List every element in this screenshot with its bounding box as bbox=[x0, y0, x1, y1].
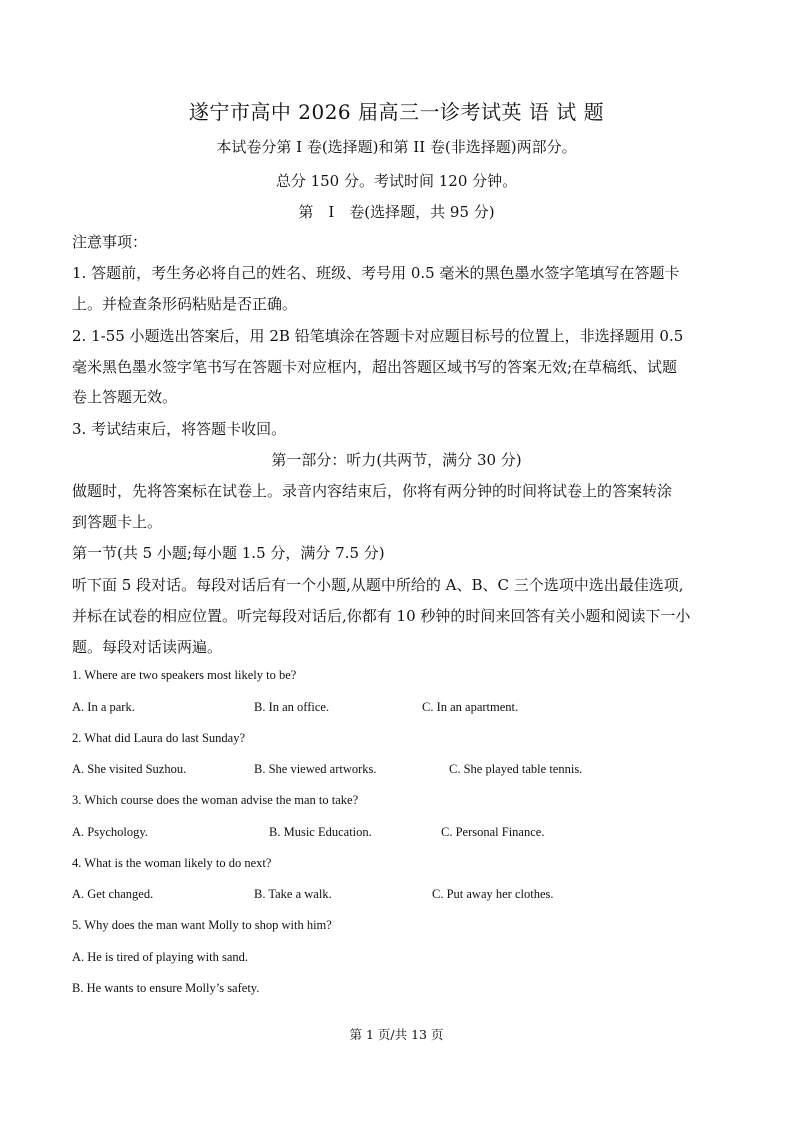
exam-title: 遂宁市高中 2026 届高三一诊考试英 语 试 题 bbox=[188, 100, 605, 124]
question-5-option-b: B. He wants to ensure Molly’s safety. bbox=[72, 981, 260, 995]
question-1-stem: 1. Where are two speakers most likely to be? bbox=[72, 668, 297, 682]
note-2-line-2: 毫米黑色墨水签字笔书写在答题卡对应框内，超出答题区域书写的答案无效;在草稿纸、试题 bbox=[72, 358, 678, 376]
question-4-option-c: C. Put away her clothes. bbox=[432, 887, 554, 901]
question-3-option-a: A. Psychology. bbox=[72, 825, 148, 839]
note-1-line-2: 上。并检查条形码粘贴是否正确。 bbox=[72, 295, 298, 313]
exam-intro-structure: 本试卷分第 I 卷(选择题)和第 II 卷(非选择题)两部分。 bbox=[216, 138, 577, 156]
question-5-stem: 5. Why does the man want Molly to shop with him? bbox=[72, 918, 332, 932]
question-1-option-b: B. In an office. bbox=[254, 700, 330, 714]
part-one-instruction-line-2: 到答题卡上。 bbox=[72, 513, 163, 531]
section-one-instruction-line-2: 并标在试卷的相应位置。听完每段对话后,你都有 10 秒钟的时间来回答有关小题和阅读下一小 bbox=[72, 607, 691, 625]
question-2-option-b: B. She viewed artworks. bbox=[254, 762, 377, 776]
question-4-stem: 4. What is the woman likely to do next? bbox=[72, 856, 272, 870]
question-3-option-c: C. Personal Finance. bbox=[441, 825, 545, 839]
section-one-heading: 第一节(共 5 小题;每小题 1.5 分，满分 7.5 分) bbox=[72, 544, 385, 562]
note-1-line-1: 1. 答题前，考生务必将自己的姓名、班级、考号用 0.5 毫米的黑色墨水签字笔填写在答题卡 bbox=[72, 264, 680, 282]
question-2-option-c: C. She played table tennis. bbox=[449, 762, 583, 776]
volume-one-heading: 第 I 卷(选择题，共 95 分) bbox=[298, 203, 495, 221]
exam-intro-time: 总分 150 分。考试时间 120 分钟。 bbox=[275, 172, 518, 190]
note-3: 3. 考试结束后，将答题卡收回。 bbox=[72, 420, 287, 438]
question-4-option-b: B. Take a walk. bbox=[254, 887, 332, 901]
question-3-option-b: B. Music Education. bbox=[269, 825, 372, 839]
note-2-line-3: 卷上答题无效。 bbox=[72, 388, 178, 406]
section-one-instruction-line-3: 题。每段对话读两遍。 bbox=[72, 638, 223, 656]
section-one-instruction-line-1: 听下面 5 段对话。每段对话后有一个小题,从题中所给的 A、B、C 三个选项中选出最佳选项, bbox=[72, 576, 684, 594]
notes-heading: 注意事项： bbox=[72, 233, 148, 251]
part-one-instruction-line-1: 做题时，先将答案标在试卷上。录音内容结束后，你将有两分钟的时间将试卷上的答案转涂 bbox=[72, 482, 673, 500]
note-2-line-1: 2. 1-55 小题选出答案后，用 2B 铅笔填涂在答题卡对应题目标号的位置上，非选择题用 0.5 bbox=[72, 327, 684, 345]
page-number: 第 1 页/共 13 页 bbox=[349, 1027, 444, 1042]
question-1-option-c: C. In an apartment. bbox=[422, 700, 519, 714]
question-2-stem: 2. What did Laura do last Sunday? bbox=[72, 731, 245, 745]
question-2-option-a: A. She visited Suzhou. bbox=[72, 762, 187, 776]
question-1-option-a: A. In a park. bbox=[72, 700, 135, 714]
question-3-stem: 3. Which course does the woman advise the man to take? bbox=[72, 793, 359, 807]
question-5-option-a: A. He is tired of playing with sand. bbox=[72, 950, 249, 964]
part-one-heading: 第一部分：听力(共两节，满分 30 分) bbox=[271, 451, 522, 469]
question-4-option-a: A. Get changed. bbox=[72, 887, 154, 901]
